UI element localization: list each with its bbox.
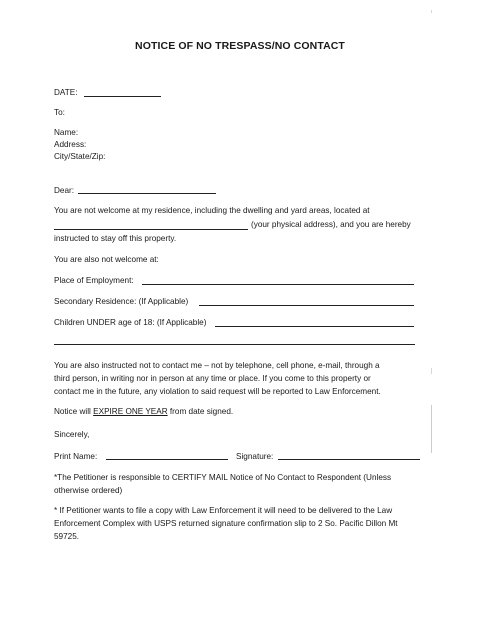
to-label: To: <box>54 108 65 117</box>
physical-address-field[interactable] <box>54 229 248 230</box>
paragraph2-line2: third person, in writing nor in person at any time or place. If you come to this property or <box>54 374 371 383</box>
children-field[interactable] <box>215 326 414 327</box>
paragraph1-line2: (your physical address), and you are hereby <box>251 220 411 229</box>
paragraph2-line1: You are also instructed not to contact me – not by telephone, cell phone, e-mail, through a <box>54 361 380 370</box>
sincerely-text: Sincerely, <box>54 430 90 439</box>
print-name-field[interactable] <box>106 459 228 460</box>
extra-line-field[interactable] <box>54 344 415 345</box>
scan-artifact <box>431 10 432 13</box>
address-label: Address: <box>54 140 87 149</box>
dear-field[interactable] <box>78 193 216 194</box>
employment-label: Place of Employment: <box>54 276 134 285</box>
note2-line3: 59725. <box>54 532 80 541</box>
dear-label: Dear: <box>54 186 75 195</box>
date-field[interactable] <box>84 96 161 97</box>
city-state-zip-label: City/State/Zip: <box>54 152 106 161</box>
paragraph1-line1: You are not welcome at my residence, including the dwelling and yard areas, located at <box>54 206 370 215</box>
note1-line2: otherwise ordered) <box>54 486 123 495</box>
document-title: NOTICE OF NO TRESPASS/NO CONTACT <box>135 40 345 52</box>
note2-line2: Enforcement Complex with USPS returned signature confirmation slip to 2 So. Pacific Dillon Mt <box>54 519 398 528</box>
children-label: Children UNDER age of 18: (If Applicable) <box>54 318 207 327</box>
scan-artifact <box>431 368 432 374</box>
name-label: Name: <box>54 128 79 137</box>
paragraph1-line3: instructed to stay off this property. <box>54 234 177 243</box>
scan-artifact <box>431 405 432 453</box>
signature-field[interactable] <box>278 459 420 460</box>
signature-label: Signature: <box>236 452 274 461</box>
employment-field[interactable] <box>142 284 414 285</box>
print-name-label: Print Name: <box>54 452 98 461</box>
also-not-welcome-text: You are also not welcome at: <box>54 255 159 264</box>
date-label: DATE: <box>54 88 78 97</box>
expiration-notice <box>54 407 233 417</box>
secondary-residence-label: Secondary Residence: (If Applicable) <box>54 297 189 306</box>
note2-line1: * If Petitioner wants to file a copy with Law Enforcement it will need to be delivered to the Law <box>54 506 393 515</box>
note1-line1: *The Petitioner is responsible to CERTIFY MAIL Notice of No Contact to Respondent (Unless <box>54 473 392 482</box>
secondary-residence-field[interactable] <box>199 305 414 306</box>
paragraph2-line3: contact me in the future, any violation to said request will be reported to Law Enforcement. <box>54 387 381 396</box>
expiration-prefix: Notice will <box>54 407 94 416</box>
expiration-suffix: from date signed. <box>167 407 234 416</box>
expiration-emphasis: EXPIRE ONE YEAR <box>93 407 168 416</box>
